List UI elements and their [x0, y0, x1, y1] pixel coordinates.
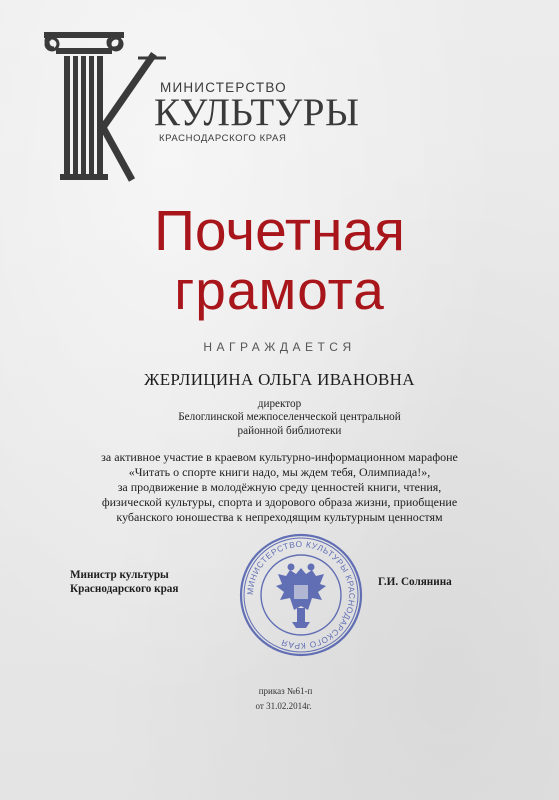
logo-ministry-label: МИНИСТЕРСТВО: [160, 80, 287, 95]
recipient-position-line: директор: [257, 398, 302, 410]
recipient-position-line: районной библиотеки: [237, 425, 342, 437]
reason-line: кубанского юношества к непреходящим культурным ценностям: [116, 510, 443, 524]
logo-region-label: КРАСНОДАРСКОГО КРАЯ: [159, 133, 287, 144]
recipient-name: ЖЕРЛИЦИНА ОЛЬГА ИВАНОВНА: [144, 370, 415, 389]
signer-name: Г.И. Солянина: [378, 576, 452, 588]
recipient-position-line: Белоглинской межпоселенческой центральной: [178, 411, 401, 423]
minister-title-line: Краснодарского края: [70, 583, 179, 595]
certificate-title-line2: грамота: [174, 259, 385, 321]
reason-line: физической культуры, спорта и здорового образа жизни, приобщение: [101, 495, 458, 509]
order-date: от 31.02.2014г.: [255, 701, 312, 711]
official-seal-stamp-icon: [236, 530, 366, 660]
minister-title-line: Министр культуры: [70, 569, 169, 581]
ministry-logo: [42, 30, 360, 190]
order-number: приказ №61-п: [258, 686, 313, 696]
reason-line: за активное участие в краевом культурно-информационном марафоне: [101, 450, 458, 464]
logo-culture-label: КУЛЬТУРЫ: [154, 91, 360, 134]
awarded-label: НАГРАЖДАЕТСЯ: [203, 340, 356, 354]
stamp-ring-text: МИНИСТЕРСТВО КУЛЬТУРЫ КРАСНОДАРСКОГО КРАЯ: [244, 538, 358, 652]
reason-line: «Читать о спорте книги надо, мы ждем тебя, Олимпиада!»,: [128, 465, 431, 479]
reason-line: за продвижение в молодёжную среду ценностей книги, чтения,: [117, 480, 442, 494]
certificate-title-line1: Почетная: [153, 199, 406, 263]
